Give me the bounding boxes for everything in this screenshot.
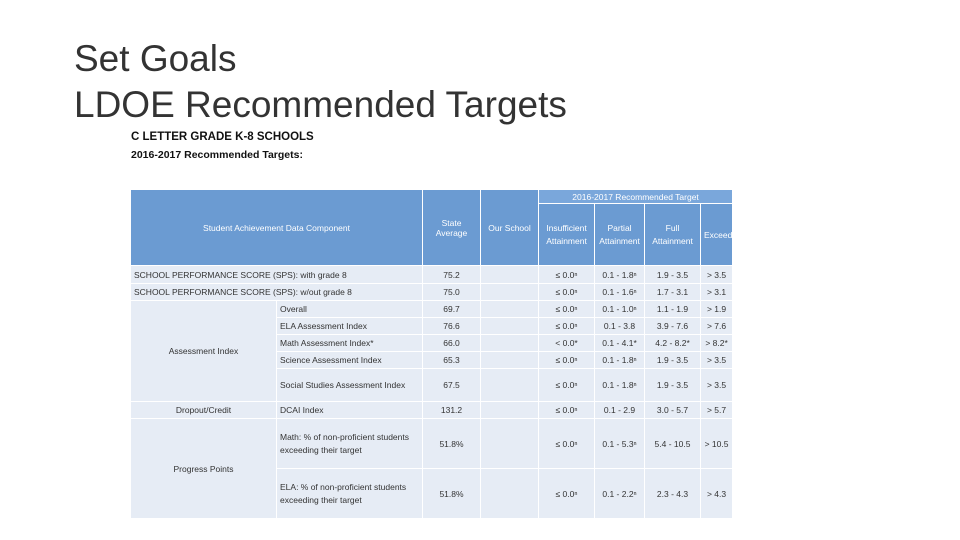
insufficient-cell: ≤ 0.0ⁿ: [539, 352, 595, 369]
table-row: [131, 266, 733, 284]
row-label: ELA Assessment Index: [277, 318, 423, 335]
exceeds-cell: > 10.5: [701, 419, 733, 469]
group-label-progress: Progress Points: [131, 419, 277, 519]
full-header: Full Attainment: [645, 204, 701, 266]
exceeds-cell: > 8.2*: [701, 335, 733, 352]
our-school-cell[interactable]: [481, 369, 539, 402]
partial-cell: 0.1 - 2.9: [595, 402, 645, 419]
full-cell: 1.9 - 3.5: [645, 369, 701, 402]
partial-header: Partial Attainment: [595, 204, 645, 266]
state-average: 76.6: [423, 318, 481, 335]
insufficient-cell: ≤ 0.0ⁿ: [539, 284, 595, 301]
our-school-cell[interactable]: [481, 402, 539, 419]
insufficient-cell: ≤ 0.0ⁿ: [539, 469, 595, 519]
state-average: 51.8%: [423, 419, 481, 469]
insufficient-cell: ≤ 0.0ⁿ: [539, 318, 595, 335]
full-cell: 5.4 - 10.5: [645, 419, 701, 469]
state-average: 51.8%: [423, 469, 481, 519]
insufficient-cell: ≤ 0.0ⁿ: [539, 301, 595, 318]
our-school-cell[interactable]: [481, 335, 539, 352]
partial-cell: 0.1 - 2.2ⁿ: [595, 469, 645, 519]
row-label: Social Studies Assessment Index: [277, 369, 423, 402]
our-school-cell[interactable]: [481, 266, 539, 284]
row-label: Math: % of non-proficient students exceeding their target: [277, 419, 423, 469]
row-label: Math Assessment Index*: [277, 335, 423, 352]
row-label: Science Assessment Index: [277, 352, 423, 369]
state-average-header: State Average: [423, 190, 481, 266]
table-row: [131, 284, 733, 301]
our-school-cell[interactable]: [481, 318, 539, 335]
partial-cell: 0.1 - 1.8ⁿ: [595, 266, 645, 284]
exceeds-cell: > 4.3: [701, 469, 733, 519]
insufficient-header: Insufficient Attainment: [539, 204, 595, 266]
exceeds-cell: > 7.6: [701, 318, 733, 335]
our-school-cell[interactable]: [481, 469, 539, 519]
exceeds-header: Exceeds: [701, 204, 733, 266]
partial-cell: 0.1 - 1.6ⁿ: [595, 284, 645, 301]
insufficient-cell: ≤ 0.0ⁿ: [539, 419, 595, 469]
state-average: 131.2: [423, 402, 481, 419]
partial-cell: 0.1 - 3.8: [595, 318, 645, 335]
partial-cell: 0.1 - 1.8ⁿ: [595, 369, 645, 402]
exceeds-cell: > 3.5: [701, 369, 733, 402]
slide-title: [74, 36, 567, 128]
targets-table: [130, 189, 737, 519]
state-average: 75.2: [423, 266, 481, 284]
our-school-header: Our School: [481, 190, 539, 266]
exceeds-cell: > 3.1: [701, 284, 733, 301]
full-cell: 3.9 - 7.6: [645, 318, 701, 335]
insufficient-cell: ≤ 0.0ⁿ: [539, 402, 595, 419]
group-label-assessment: Assessment Index: [131, 301, 277, 402]
our-school-cell[interactable]: [481, 419, 539, 469]
full-cell: 1.9 - 3.5: [645, 266, 701, 284]
our-school-cell[interactable]: [481, 301, 539, 318]
our-school-cell[interactable]: [481, 352, 539, 369]
full-cell: 1.7 - 3.1: [645, 284, 701, 301]
insufficient-cell: ≤ 0.0ⁿ: [539, 266, 595, 284]
target-group-header: 2016-2017 Recommended Target: [539, 190, 733, 204]
exceeds-cell: > 3.5: [701, 266, 733, 284]
full-cell: 3.0 - 5.7: [645, 402, 701, 419]
full-cell: 1.1 - 1.9: [645, 301, 701, 318]
state-average: 65.3: [423, 352, 481, 369]
row-label: SCHOOL PERFORMANCE SCORE (SPS): w/out grade 8: [131, 284, 423, 301]
exceeds-cell: > 3.5: [701, 352, 733, 369]
partial-cell: 0.1 - 1.8ⁿ: [595, 352, 645, 369]
table-row: [131, 419, 733, 469]
full-cell: 1.9 - 3.5: [645, 352, 701, 369]
state-average: 69.7: [423, 301, 481, 318]
table-row: [131, 301, 733, 318]
full-cell: 4.2 - 8.2*: [645, 335, 701, 352]
partial-cell: 0.1 - 4.1*: [595, 335, 645, 352]
state-average: 66.0: [423, 335, 481, 352]
exceeds-cell: > 5.7: [701, 402, 733, 419]
table-row: [131, 402, 733, 419]
partial-cell: 0.1 - 5.3ⁿ: [595, 419, 645, 469]
component-header: Student Achievement Data Component: [131, 190, 423, 266]
row-label: ELA: % of non-proficient students exceeding their target: [277, 469, 423, 519]
state-average: 67.5: [423, 369, 481, 402]
subtitle-targets: 2016-2017 Recommended Targets:: [131, 149, 303, 161]
partial-cell: 0.1 - 1.0ⁿ: [595, 301, 645, 318]
group-label-dropout: Dropout/Credit: [131, 402, 277, 419]
row-label: SCHOOL PERFORMANCE SCORE (SPS): with grade 8: [131, 266, 423, 284]
row-label: Overall: [277, 301, 423, 318]
our-school-cell[interactable]: [481, 284, 539, 301]
state-average: 75.0: [423, 284, 481, 301]
subtitle: C LETTER GRADE K-8 SCHOOLS: [131, 131, 314, 143]
row-label: DCAI Index: [277, 402, 423, 419]
insufficient-cell: ≤ 0.0ⁿ: [539, 369, 595, 402]
title-line-1: Set Goals: [74, 38, 237, 79]
exceeds-cell: > 1.9: [701, 301, 733, 318]
insufficient-cell: < 0.0*: [539, 335, 595, 352]
full-cell: 2.3 - 4.3: [645, 469, 701, 519]
title-line-2: LDOE Recommended Targets: [74, 84, 567, 125]
